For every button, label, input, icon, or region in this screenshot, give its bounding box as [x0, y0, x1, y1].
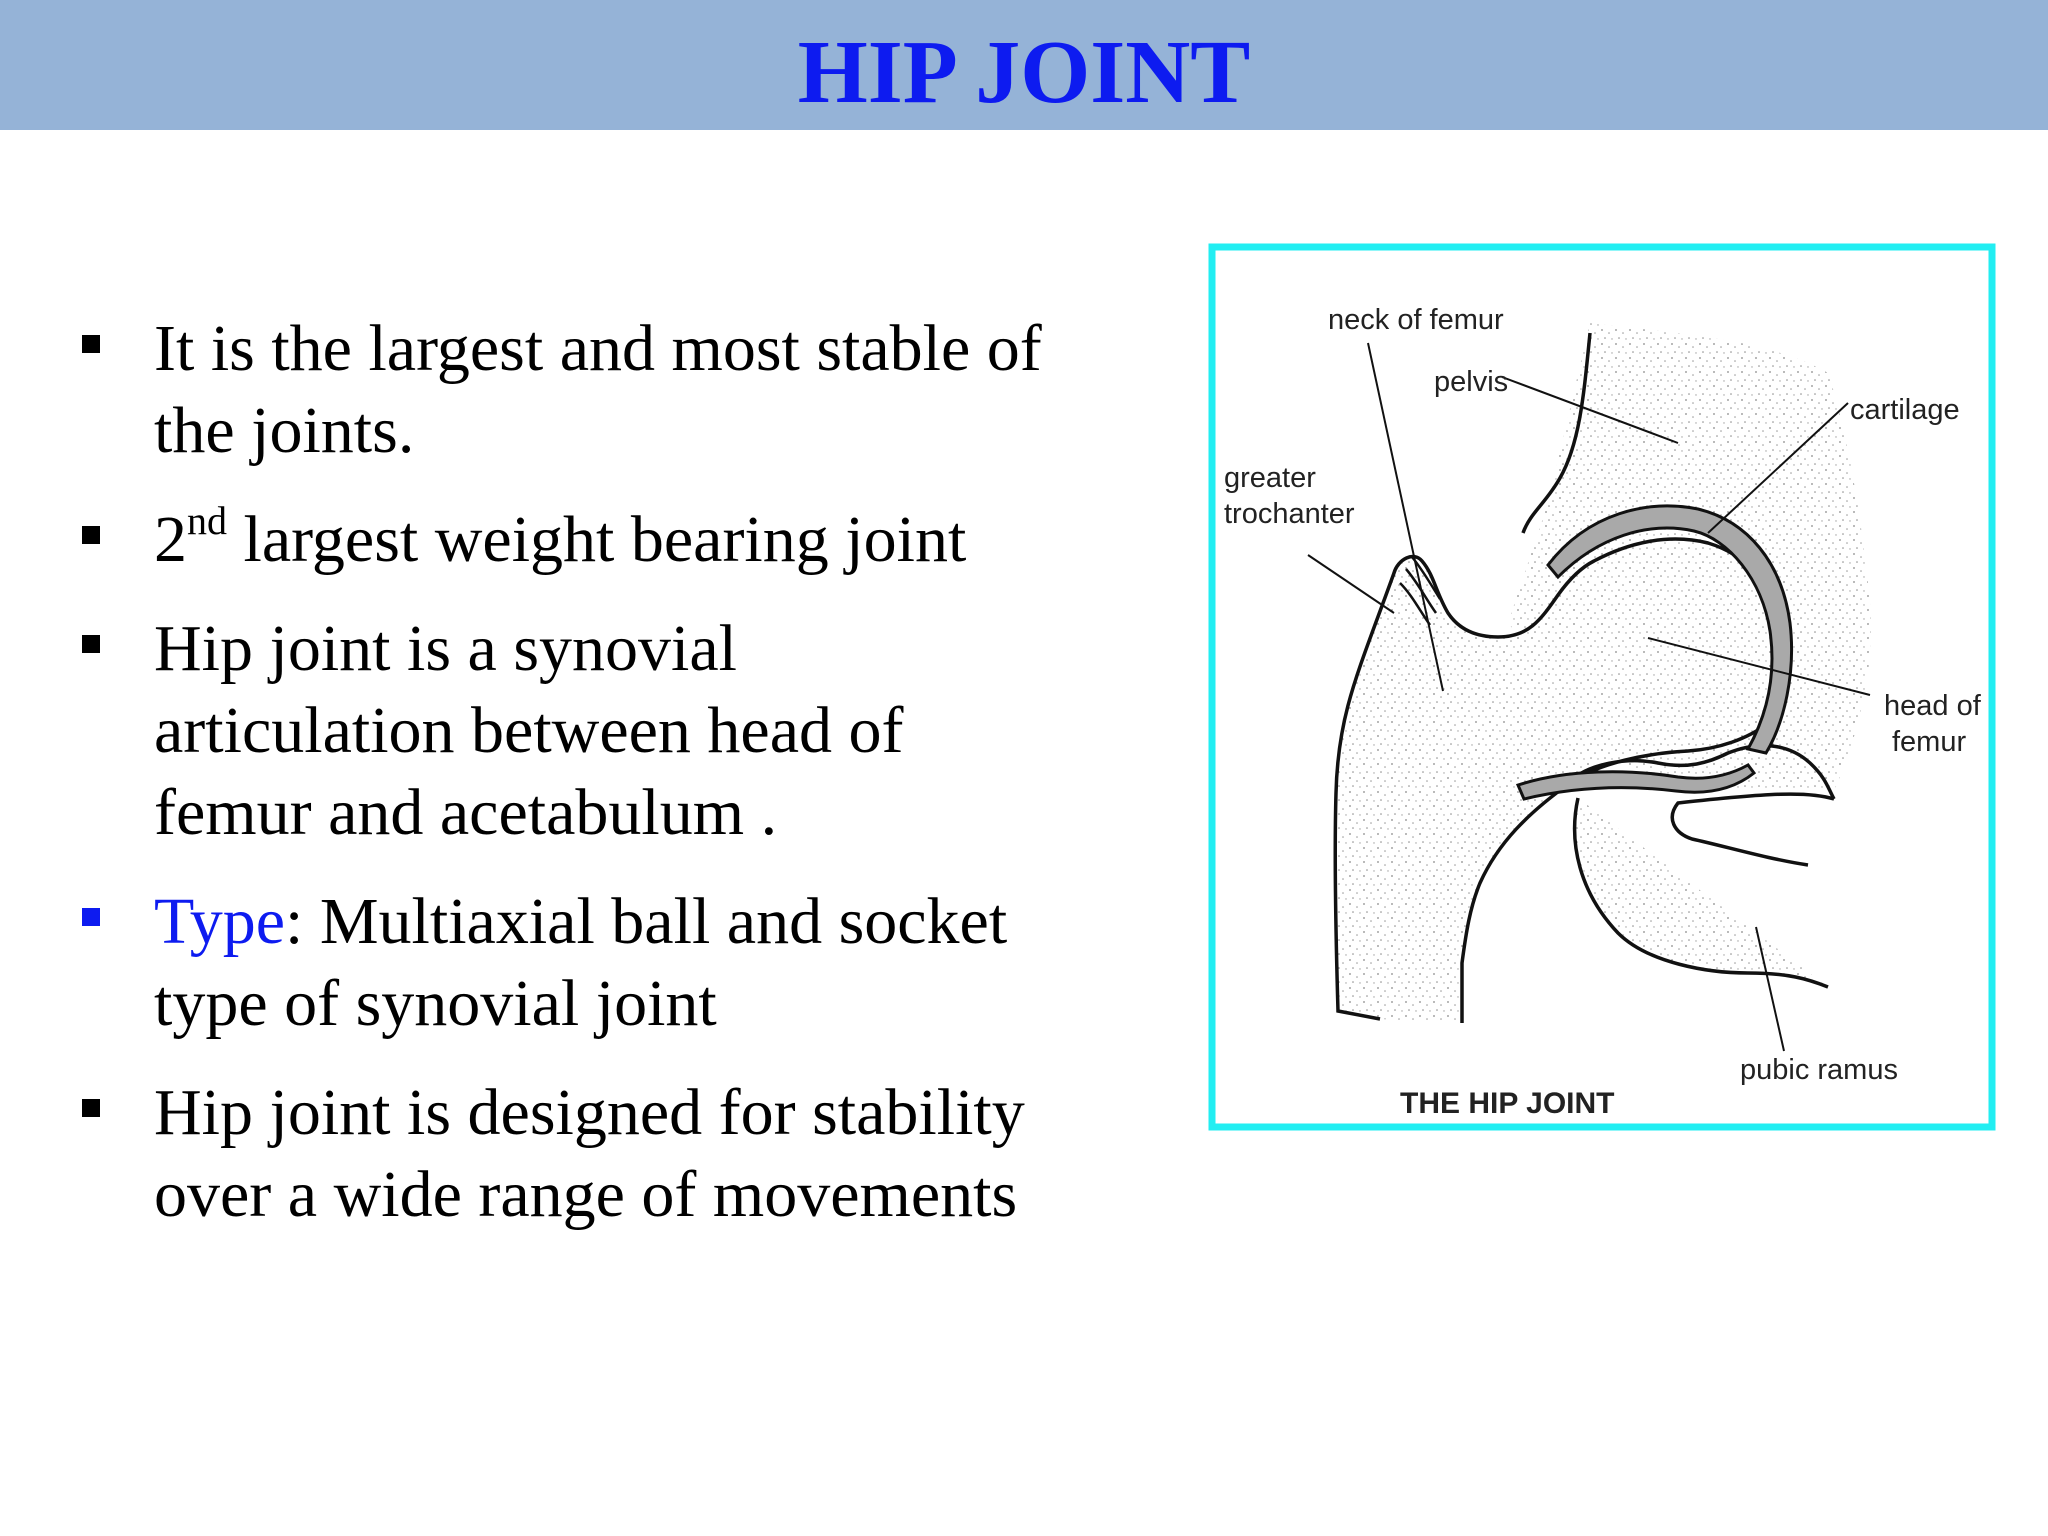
bullet-item — [80, 1072, 1120, 1236]
square-bullet-icon — [82, 635, 100, 653]
label-trochanter: trochanter — [1224, 498, 1355, 530]
bullet-list — [80, 308, 1120, 1236]
bullet-item — [80, 608, 1120, 854]
bullet-text: Hip joint is designed for stability — [154, 1076, 1025, 1149]
label-pelvis: pelvis — [1434, 366, 1509, 398]
hip-joint-diagram — [1208, 243, 1996, 1131]
bullet-text: It is the largest and most stable of — [154, 312, 1042, 385]
type-label: Type — [154, 885, 286, 958]
label-head-of: head of — [1884, 690, 1981, 722]
square-bullet-icon — [82, 908, 100, 926]
bullet-text: femur and acetabulum . — [154, 776, 778, 849]
label-femur: femur — [1892, 726, 1967, 758]
bullet-text: 2 — [154, 503, 187, 576]
bullet-text: articulation between head of — [154, 694, 904, 767]
bullet-text: largest weight bearing joint — [227, 503, 967, 576]
label-pubic-ramus: pubic ramus — [1740, 1054, 1898, 1086]
square-bullet-icon — [82, 526, 100, 544]
bullet-text: over a wide range of movements — [154, 1158, 1018, 1231]
bullet-text: type of synovial joint — [154, 967, 717, 1040]
bullet-text: : Multiaxial ball and socket — [285, 885, 1008, 958]
label-greater: greater — [1224, 462, 1316, 494]
label-neck-of-femur: neck of femur — [1328, 304, 1504, 336]
slide-title: HIP JOINT — [797, 23, 1251, 122]
bullet-item — [80, 499, 1120, 581]
bullet-item — [80, 308, 1120, 472]
bullet-item — [80, 881, 1120, 1045]
bullet-text: Hip joint is a synovial — [154, 612, 737, 685]
ordinal-suffix: nd — [187, 498, 227, 543]
figure-caption: THE HIP JOINT — [1400, 1087, 1615, 1120]
square-bullet-icon — [82, 1099, 100, 1117]
square-bullet-icon — [82, 335, 100, 353]
hip-joint-figure — [1208, 243, 1996, 1131]
label-cartilage: cartilage — [1850, 394, 1960, 426]
bullet-text: the joints. — [154, 394, 415, 467]
